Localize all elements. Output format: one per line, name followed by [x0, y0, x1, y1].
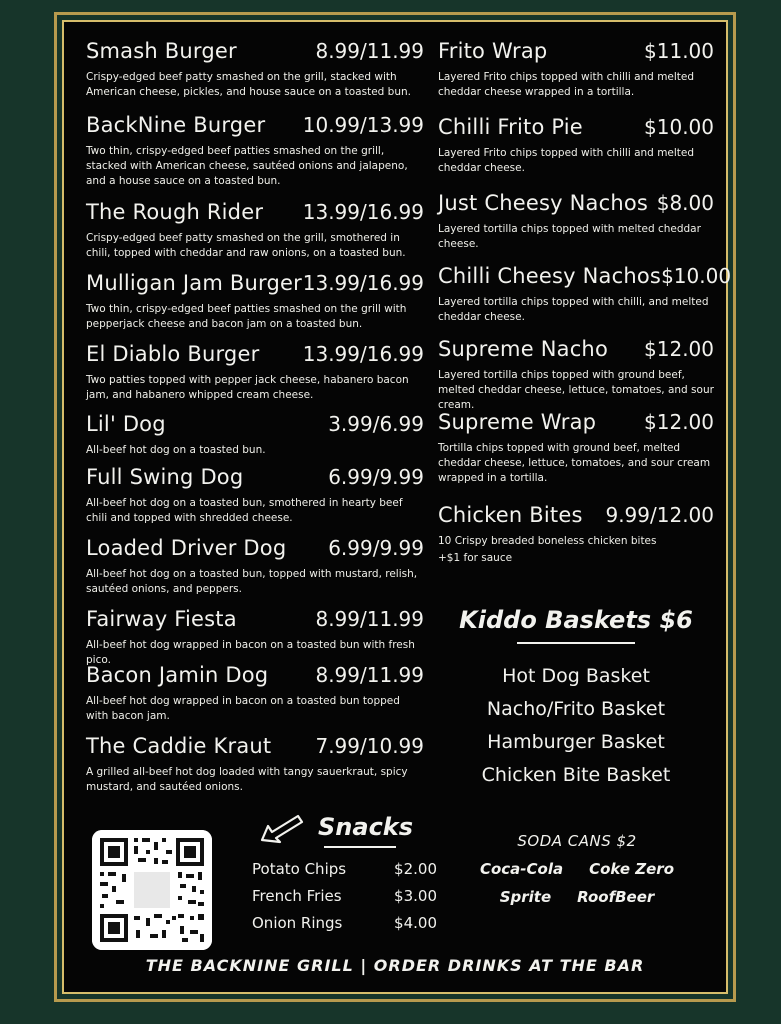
soda-item: RoofBeer: [577, 888, 655, 906]
item-name: Smash Burger: [86, 39, 237, 63]
snack-price: $4.00: [394, 914, 437, 932]
kiddo-item: Hamburger Basket: [487, 731, 665, 753]
item-description: Layered Frito chips topped with chilli and melted cheddar cheese wrapped in a tortilla.: [438, 71, 695, 98]
item-price: 6.99/9.99: [328, 465, 424, 489]
kiddo-underline: [517, 642, 635, 644]
item-description: Crispy-edged beef patty smashed on the grill, smothered in chili, topped with cheddar and raw onions, on a toasted bun.: [86, 232, 406, 259]
footer-banner: THE BACKNINE GRILL | ORDER DRINKS AT THE BAR: [145, 956, 645, 975]
item-name: Loaded Driver Dog: [86, 536, 287, 560]
item-name: Chilli Frito Pie: [438, 115, 583, 139]
item-description: All-beef hot dog wrapped in bacon on a toasted bun topped with bacon jam.: [86, 695, 400, 722]
item-price: 13.99/16.99: [302, 342, 424, 366]
menu-item: [438, 112, 714, 188]
soda-item: Sprite: [499, 888, 552, 906]
item-price: 13.99/16.99: [302, 271, 424, 295]
snack-price: $2.00: [394, 860, 437, 878]
snack-item: [252, 883, 437, 910]
item-name: The Caddie Kraut: [86, 734, 272, 758]
item-description: A grilled all-beef hot dog loaded with tangy sauerkraut, spicy mustard, and sautéed onions.: [86, 766, 408, 793]
item-description: 10 Crispy breaded boneless chicken bites: [438, 535, 657, 547]
kiddo-item: Nacho/Frito Basket: [486, 698, 666, 720]
menu-item: [86, 731, 424, 801]
item-description: Two thin, crispy-edged beef patties smashed on the grill, stacked with American cheese, sautéed onions and jalapeno, and a house sauce on a toasted bun.: [86, 145, 408, 187]
item-price: 8.99/11.99: [315, 607, 424, 631]
kiddo-title: Kiddo Baskets $6: [459, 606, 693, 634]
menu-item: [86, 660, 424, 731]
left-menu-column: [86, 36, 424, 801]
menu-item: [86, 604, 424, 666]
menu-item: [438, 188, 714, 261]
item-description: Crispy-edged beef patty smashed on the grill, stacked with American cheese, pickles, and house sauce on a toasted bun.: [86, 71, 411, 98]
menu-item: [438, 36, 714, 112]
item-price: 8.99/11.99: [315, 663, 424, 687]
item-name: Supreme Nacho: [438, 337, 608, 361]
item-price: $12.00: [644, 410, 714, 434]
qr-code-graphic: [92, 830, 212, 950]
soda-item: Coca-Cola: [479, 860, 564, 878]
item-description: Two patties topped with pepper jack cheese, habanero bacon jam, and habanero whipped cream cheese.: [86, 374, 409, 401]
soda-row: [462, 860, 692, 878]
item-description: All-beef hot dog on a toasted bun, topped with mustard, relish, sautéed onions, and peppers.: [86, 568, 418, 595]
item-description: Layered Frito chips topped with chilli and melted cheddar cheese.: [438, 147, 695, 174]
item-description: Layered tortilla chips topped with chilli, and melted cheddar cheese.: [438, 296, 709, 323]
menu-item: [438, 500, 714, 570]
kiddo-baskets-section: [438, 606, 714, 792]
item-name: The Rough Rider: [86, 200, 264, 224]
item-name: Chilli Cheesy Nachos: [438, 264, 662, 288]
soda-item: Coke Zero: [589, 860, 675, 878]
item-name: El Diablo Burger: [86, 342, 260, 366]
item-description: Tortilla chips topped with ground beef, melted cheddar cheese, lettuce, tomatoes, and sour cream wrapped in a tortilla.: [438, 442, 711, 484]
snack-item: [252, 856, 437, 883]
item-description: All-beef hot dog wrapped in bacon on a toasted bun with fresh pico.: [86, 639, 415, 666]
qr-code[interactable]: [92, 830, 212, 950]
menu-item: [438, 261, 732, 334]
menu-item: [86, 110, 424, 197]
snack-name: Potato Chips: [252, 860, 347, 878]
kiddo-item: Hot Dog Basket: [502, 665, 650, 687]
item-name: Fairway Fiesta: [86, 607, 237, 631]
snack-item: [252, 910, 437, 937]
menu-item: [86, 339, 424, 409]
menu-item: [86, 462, 424, 533]
item-description: Two thin, crispy-edged beef patties smashed on the grill with pepperjack cheese and bacon jam on a toasted bun.: [86, 303, 407, 330]
item-price: $11.00: [644, 39, 714, 63]
item-name: Lil' Dog: [86, 412, 166, 436]
snacks-title: Snacks: [318, 813, 414, 841]
snacks-section: [252, 810, 437, 937]
item-price: 7.99/10.99: [315, 734, 424, 758]
snack-name: French Fries: [252, 887, 342, 905]
item-price: 9.99/12.00: [605, 503, 714, 527]
snacks-header: [258, 810, 437, 844]
item-price: $10.00: [644, 115, 714, 139]
item-description-note: +$1 for sauce: [438, 552, 513, 564]
item-name: Full Swing Dog: [86, 465, 244, 489]
item-price: 3.99/6.99: [328, 412, 424, 436]
item-price: 8.99/11.99: [315, 39, 424, 63]
soda-title: SODA CANS $2: [517, 832, 637, 850]
item-price: 10.99/13.99: [302, 113, 424, 137]
right-menu-column: [438, 36, 732, 570]
menu-item: [86, 197, 424, 268]
item-name: Supreme Wrap: [438, 410, 597, 434]
item-price: 13.99/16.99: [302, 200, 424, 224]
item-description: All-beef hot dog on a toasted bun.: [86, 444, 266, 456]
item-name: Mulligan Jam Burger: [86, 271, 302, 295]
item-description: Layered tortilla chips topped with melted cheddar cheese.: [438, 223, 701, 250]
hand-drawn-arrow-icon: [258, 810, 304, 844]
item-name: BackNine Burger: [86, 113, 266, 137]
menu-item: [86, 409, 424, 462]
item-name: Just Cheesy Nachos: [438, 191, 649, 215]
menu-item: [438, 334, 714, 411]
snacks-underline: [324, 846, 396, 848]
item-price: 6.99/9.99: [328, 536, 424, 560]
item-name: Bacon Jamin Dog: [86, 663, 269, 687]
snack-name: Onion Rings: [252, 914, 343, 932]
item-name: Frito Wrap: [438, 39, 548, 63]
item-price: $12.00: [644, 337, 714, 361]
soda-row: [462, 888, 692, 906]
item-description: Layered tortilla chips topped with ground beef, melted cheddar cheese, lettuce, tomatoes, and sour cream.: [438, 369, 714, 411]
item-price: $10.00: [661, 264, 732, 288]
item-name: Chicken Bites: [438, 503, 583, 527]
item-description: All-beef hot dog on a toasted bun, smothered in hearty beef chili and topped with shredded cheese.: [86, 497, 403, 524]
menu-item: [438, 407, 714, 500]
soda-section: [462, 832, 692, 906]
menu-item: [86, 268, 424, 339]
kiddo-item: Chicken Bite Basket: [481, 764, 671, 786]
menu-item: [86, 36, 424, 110]
snack-price: $3.00: [394, 887, 437, 905]
item-price: $8.00: [656, 191, 714, 215]
menu-item: [86, 533, 424, 604]
